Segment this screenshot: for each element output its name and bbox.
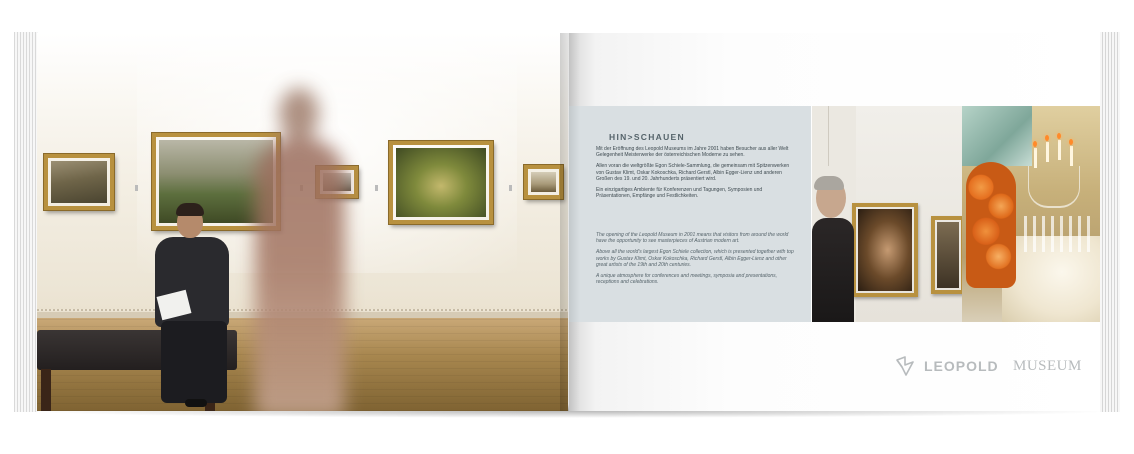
gallery-painting	[389, 141, 493, 224]
logo-word-museum: MUSEUM	[1013, 358, 1082, 374]
english-paragraph: The opening of the Leopold Museum in 2001 means that visitors from around the world have the opportunity to see masterpieces of Austrian modern art.	[596, 232, 789, 245]
photo-visitor-with-paintings	[812, 106, 962, 322]
english-copy	[596, 232, 796, 290]
glassware	[1024, 216, 1094, 252]
framed-painting	[931, 216, 962, 294]
gallery-painting	[44, 154, 114, 210]
leopold-museum-logo-icon	[894, 355, 916, 377]
english-paragraph: A unique atmosphere for conferences and meetings, symposia and presentations, receptions and celebrations.	[596, 273, 778, 286]
left-page-gallery-photo	[37, 33, 568, 411]
german-paragraph: Ein einzigartiges Ambiente für Konferenzen und Tagungen, Symposien und Präsentationen, Empfänge und Festlichkeiten.	[596, 187, 763, 200]
candelabra	[1028, 166, 1080, 208]
english-paragraph: Above all the world's largest Egon Schiele collection, which is presented together with top works by Gustav Klimt, Oskar Kokoschka, Richard Gerstl, Albin Egger-Lienz and other great artists of the 19th and 20th centuries.	[596, 249, 794, 268]
seated-visitor	[149, 203, 239, 411]
motion-blurred-visitor	[237, 78, 357, 411]
section-heading: HIN>SCHAUEN	[609, 132, 685, 142]
logo-word-leopold: LEOPOLD	[924, 358, 999, 374]
wall-label	[509, 185, 512, 191]
german-paragraph: Allen voran die weltgrößte Egon Schiele-Sammlung, die gemeinsam mit Spitzenwerken von Gustav Klimt, Oskar Kokoschka, Richard Gerstl, Albin Egger-Lienz und anderen Großen des 19. und 20. Jahrhunderts präsentiert wird.	[596, 163, 790, 182]
framed-painting	[852, 203, 918, 297]
orange-rose-arrangement	[966, 162, 1016, 288]
gallery-painting	[524, 165, 563, 199]
page-edges-right	[1100, 32, 1120, 412]
text-panel	[569, 106, 811, 322]
wall-label	[135, 185, 138, 191]
book-gutter	[560, 33, 580, 411]
right-page	[569, 33, 1100, 411]
wall-label	[375, 185, 378, 191]
german-copy	[596, 146, 796, 204]
leopold-museum-logo	[894, 353, 1090, 381]
photo-banquet-table	[962, 106, 1100, 322]
german-paragraph: Mit der Eröffnung des Leopold Museums im Jahre 2001 haben Besucher aus aller Welt Gelegenheit Meisterwerke der österreichischen Moderne zu sehen.	[596, 146, 789, 159]
page-edges-left	[14, 32, 38, 412]
